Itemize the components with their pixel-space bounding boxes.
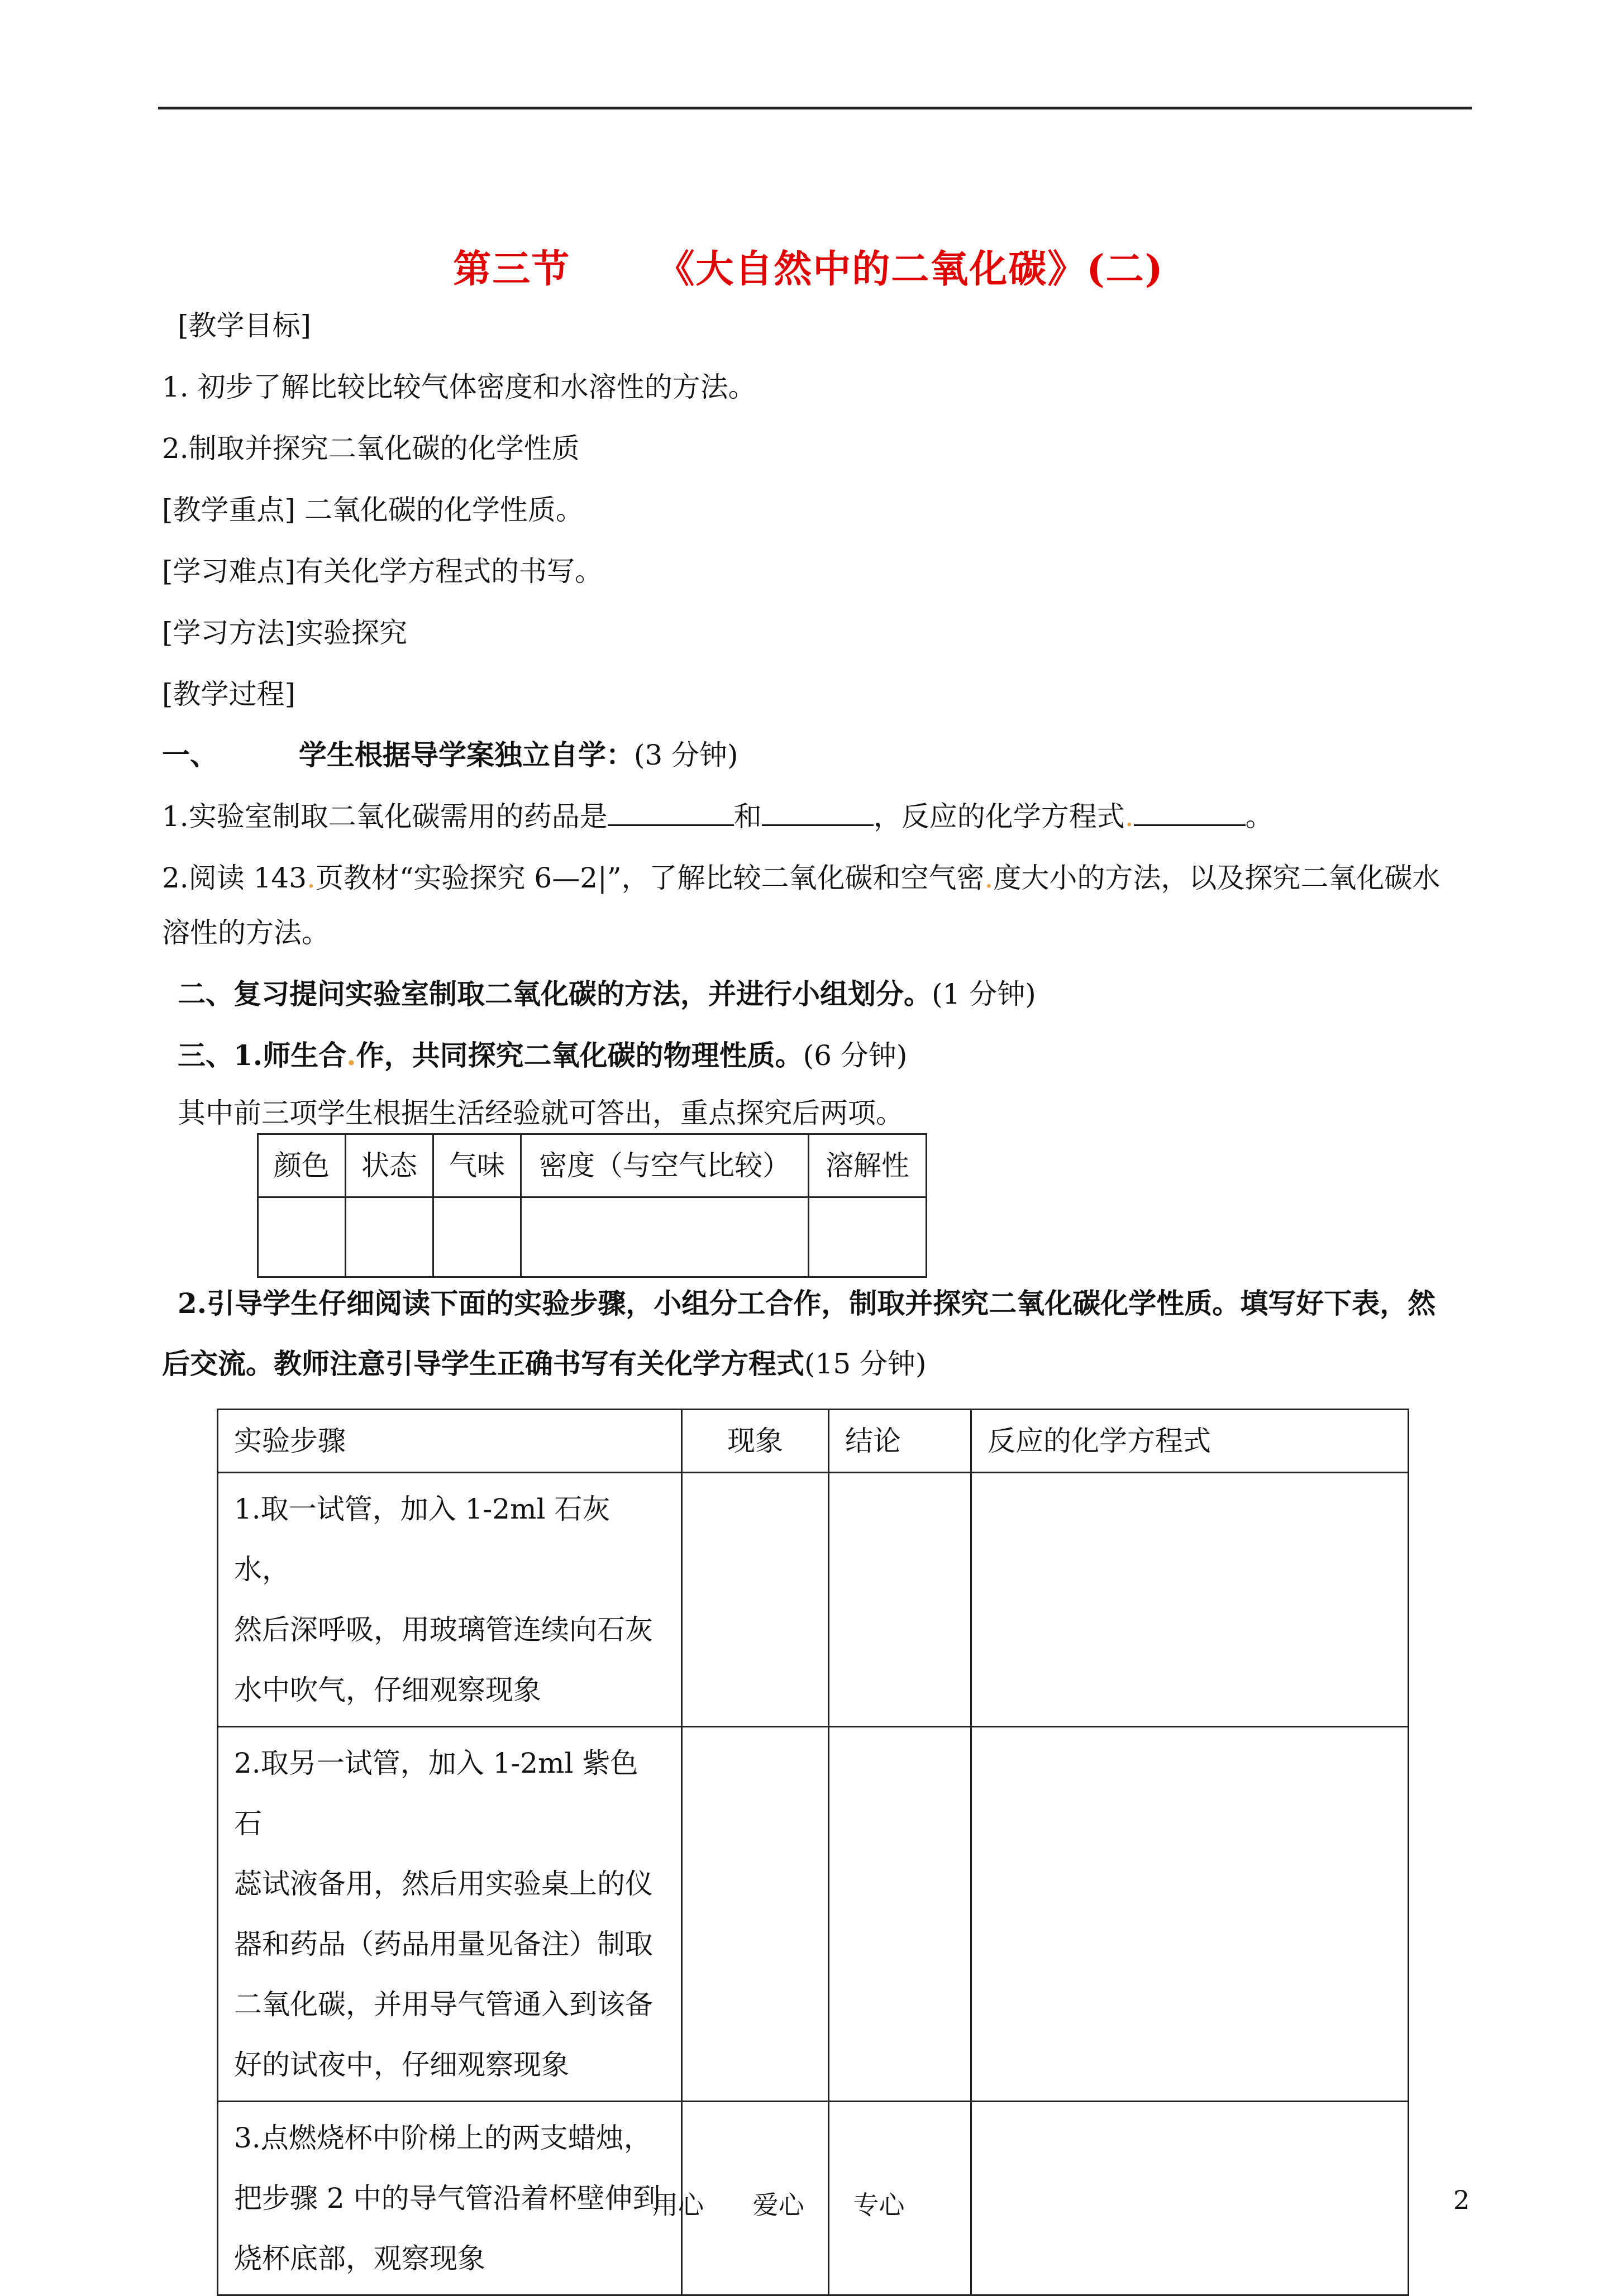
method: [学习方法]实验探究 xyxy=(162,617,408,649)
answer-cell[interactable] xyxy=(258,1197,346,1277)
table-row xyxy=(218,1727,1409,2102)
answer-cell[interactable] xyxy=(829,1473,971,1727)
header-odor: 气味 xyxy=(433,1134,521,1197)
step-2: 2.取另一试管，加入 1-2ml 紫色石 蕊试液备用，然后用实验桌上的仪 器和药品（药品用量见备注）制取 二氧化碳，并用导气管通入到该备 好的试夜中，仔细观察现象 xyxy=(218,1727,682,2102)
goal-1: 1. 初步了解比较比较气体密度和水溶性的方法。 xyxy=(162,371,756,403)
answer-cell[interactable] xyxy=(971,1473,1409,1727)
answer-blank-2[interactable] xyxy=(762,800,874,826)
header-state: 状态 xyxy=(346,1134,433,1197)
question-2-line1: 2.阅读 143.页教材“实验探究 6—2|”，了解比较二氧化碳和空气密.度大小的方法，以及探究二氧化碳水 xyxy=(162,862,1440,894)
part3-2-line1: 2.引导学生仔细阅读下面的实验步骤，小组分工合作，制取并探究二氧化碳化学性质。填写好下表，然 xyxy=(178,1287,1436,1320)
header-steps: 实验步骤 xyxy=(218,1410,682,1473)
part1-number: 一、 xyxy=(162,738,218,771)
goal-2: 2.制取并探究二氧化碳的化学性质 xyxy=(162,432,580,465)
header-rule xyxy=(158,107,1472,109)
table-row xyxy=(218,1473,1409,1727)
part2-heading: 二、复习提问实验室制取二氧化碳的方法，并进行小组划分。(1 分钟) xyxy=(178,977,1036,1010)
answer-cell[interactable] xyxy=(829,1727,971,2102)
page-title: 第三节 《大自然中的二氧化碳》(二) xyxy=(453,247,1164,292)
answer-blank-1[interactable] xyxy=(608,800,734,826)
answer-cell[interactable] xyxy=(809,1197,927,1277)
difficulty: [学习难点]有关化学方程式的书写。 xyxy=(162,555,603,588)
footer-motto: 用心 爱心 专心 xyxy=(652,2190,905,2220)
process-heading: [教学过程] xyxy=(162,678,296,710)
physical-properties-table xyxy=(257,1133,927,1278)
answer-blank-3[interactable] xyxy=(1134,800,1246,826)
part1-title: 学生根据导学案独立自学： xyxy=(298,738,634,771)
header-phenomenon: 现象 xyxy=(682,1410,829,1473)
table-header-row xyxy=(218,1410,1409,1473)
answer-cell[interactable] xyxy=(346,1197,433,1277)
part3-2-line2: 后交流。教师注意引导学生正确书写有关化学方程式(15 分钟) xyxy=(162,1347,927,1380)
header-density: 密度（与空气比较） xyxy=(521,1134,809,1197)
chemical-properties-table xyxy=(217,1409,1409,2296)
table-row xyxy=(258,1197,927,1277)
header-color: 颜色 xyxy=(258,1134,346,1197)
answer-cell[interactable] xyxy=(433,1197,521,1277)
header-conclusion: 结论 xyxy=(829,1410,971,1473)
part1-heading xyxy=(162,738,738,772)
header-equation: 反应的化学方程式 xyxy=(971,1410,1409,1473)
table-header-row xyxy=(258,1134,927,1197)
answer-cell[interactable] xyxy=(971,2102,1409,2295)
goals-heading: [教学目标] xyxy=(178,309,312,342)
question-2-line2: 溶性的方法。 xyxy=(162,917,330,949)
step-1: 1.取一试管，加入 1-2ml 石灰水， 然后深呼吸，用玻璃管连续向石灰 水中吹气，仔细观察现象 xyxy=(218,1473,682,1727)
header-solubility: 溶解性 xyxy=(809,1134,927,1197)
answer-cell[interactable] xyxy=(682,1727,829,2102)
part3-note: 其中前三项学生根据生活经验就可答出，重点探究后两项。 xyxy=(178,1097,904,1129)
question-1: 1.实验室制取二氧化碳需用的药品是 和 ，反应的化学方程式. 。 xyxy=(162,800,1273,833)
answer-cell[interactable] xyxy=(682,1473,829,1727)
answer-cell[interactable] xyxy=(971,1727,1409,2102)
step-3: 3.点燃烧杯中阶梯上的两支蜡烛， 把步骤 2 中的导气管沿着杯壁伸到 烧杯底部，观察现象 xyxy=(218,2102,682,2295)
part3-heading: 三、1.师生合.作，共同探究二氧化碳的物理性质。(6 分钟) xyxy=(178,1039,908,1072)
page-number: 2 xyxy=(1453,2185,1470,2215)
answer-cell[interactable] xyxy=(521,1197,809,1277)
key-point: [教学重点] 二氧化碳的化学性质。 xyxy=(162,494,584,526)
part1-time: (3 分钟) xyxy=(633,739,738,771)
